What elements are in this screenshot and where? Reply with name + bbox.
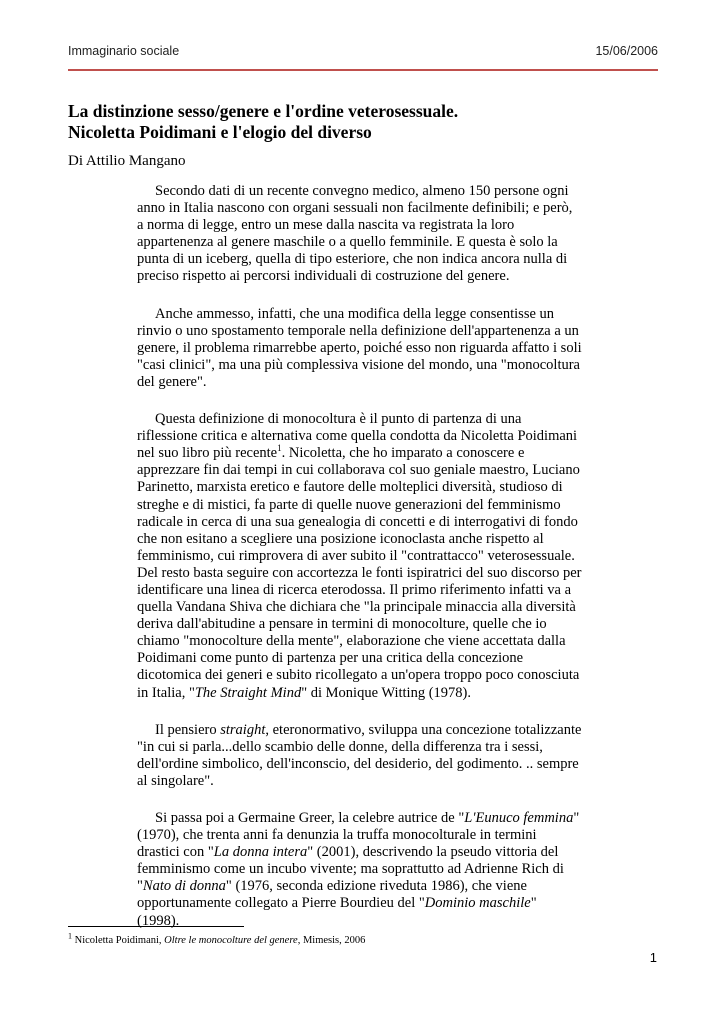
text-segment: drastici con " [137,844,214,861]
title-line: Nicoletta Poidimani e l'elogio del diverso [68,122,372,142]
text-line: femminismo come un incubo vivente; ma soprattutto ad Adrienne Rich di [137,861,564,878]
text-line: identificare una linea di ricerca eterodossa. Il primo riferimento infatti va a [137,581,572,598]
text-line: femminismo, cui rimprovera di aver subito il "contrattacco" veterosessuale. [137,547,575,564]
header-date: 15/06/2006 [595,44,658,58]
paragraph-3 [137,411,589,702]
text-line [137,878,589,895]
text-line: genere, il problema rimarrebbe aperto, poiché esso non riguarda affatto i soli [137,339,582,356]
text-segment: " (2001), descrivendo la pseudo vittoria del [307,844,559,861]
book-title: Oltre le monocolture del genere [164,935,298,946]
text-line: "casi clinici", ma una più complessiva visione del mondo, una "monocoltura [137,356,580,373]
article-body [137,183,589,950]
text-segment: " [573,810,580,826]
header-rule [68,69,658,71]
paragraph-5 [137,810,589,930]
page-header [68,44,658,66]
text-line [137,722,589,739]
paragraph-1 [137,183,589,286]
text-segment: Nicoletta Poidimani, [72,935,165,946]
text-line: dicotomica dei generi e subito ricollegato a un'opera troppo poco conosciuta [137,667,580,684]
text-segment: , eteronormativo, sviluppa una concezione totalizzante [265,721,582,738]
text-line: Secondo dati di un recente convegno medico, almeno 150 persone ogni [155,183,569,199]
text-line: radicale in cerca di una sua genealogia di concetti e di interrogativi di fondo [137,513,578,530]
footnote-number: 1 [68,931,72,941]
paragraph-4 [137,722,589,790]
book-title: La donna intera [213,844,308,861]
title-line: La distinzione sesso/genere e l'ordine veterosessuale. [68,101,459,121]
text-segment: opportunamente collegato a Pierre Bourdieu del " [137,895,425,912]
text-line: del genere". [137,373,207,390]
text-line: Poidimani come punto di partenza per una critica della concezione [137,650,524,667]
text-segment: nel suo libro più recente [137,445,278,462]
text-line: (1970), che trenta anni fa denunzia la truffa monocolturale in termini [137,827,537,844]
text-segment: " [530,895,537,912]
text-line [137,685,589,702]
text-segment: Si passa poi a Germaine Greer, la celebre autrice de " [155,810,465,826]
text-line: streghe e di mistici, fa parte di quelle nuove generazioni del femminismo [137,496,561,513]
book-title: The Straight Mind [194,684,302,701]
text-segment: Il pensiero [155,721,221,738]
text-line [137,810,589,827]
text-line: a norma di legge, entro un mese dalla nascita va registrata la loro [137,217,515,234]
book-title: L'Eunuco femmina [464,810,574,826]
text-line [137,895,589,912]
text-line: punta di un iceberg, quella di tipo esteriore, che non indica ancora nulla di [137,251,568,268]
text-line: Questa definizione di monocoltura è il punto di partenza di una [155,411,522,428]
text-segment: " [137,878,143,895]
footnote-reference[interactable]: 1 [277,443,282,454]
text-segment: in Italia, " [137,684,195,701]
page-number: 1 [649,950,657,965]
text-line: quella Vandana Shiva che dichiara che "la principale minaccia alla diversità [137,599,576,616]
text-line: al singolare". [137,772,214,789]
text-line: Parinetto, marxista eretico e fautore delle molteplici diversità, studioso di [137,479,563,496]
text-line: (1998). [137,912,180,929]
footnote-separator [68,926,244,927]
text-line [137,844,589,861]
text-line: chiamo "monocolture della mente", elaborazione che viene accettata dalla [137,633,566,650]
text-line: apprezzare fin dai tempi in cui collaborava col suo geniale maestro, Luciano [137,462,580,479]
text-line: rinvio o uno spostamento temporale nella definizione dell'appartenenza a un [137,322,579,339]
text-line: anno in Italia nascono con organi sessuali non facilmente definibili; e però, [137,200,573,217]
text-line: "in cui si parla...dello scambio delle donne, della differenza tra i sessi, [137,738,543,755]
text-segment: . Nicoletta, che ho imparato a conoscere e [281,445,525,462]
text-line: appartenenza al genere maschile o a quello femminile. E questa è solo la [137,234,558,251]
paragraph-2 [137,306,589,391]
text-line: Del resto basta seguire con accortezza le fonti ispiratrici del suo discorso per [137,564,582,581]
text-segment: , Mimesis, 2006 [297,935,366,946]
article-title [68,101,658,143]
text-segment: " (1976, seconda edizione riveduta 1986), che viene [225,878,527,895]
header-publication: Immaginario sociale [68,44,180,58]
text-line: preciso rispetto ai percorsi individuali di costruzione del genere. [137,268,510,285]
text-line: deriva dall'abitudine a pensare in termini di monocolture, quelle che io [137,616,547,633]
footnote [68,931,366,947]
book-title: Nato di donna [142,878,226,895]
text-segment: " di Monique Witting (1978). [301,684,471,701]
book-title: Dominio maschile [424,895,531,912]
text-line: dell'ordine simbolico, dell'inconscio, del desiderio, del godimento. .. sempre [137,755,579,772]
text-line: che non esitano a scegliere una posizione iconoclasta anche rispetto al [137,530,544,547]
text-line [137,445,589,462]
emphasis: straight [220,721,266,738]
text-line: riflessione critica e alternativa come quella condotta da Nicoletta Poidimani [137,428,578,445]
text-line: Anche ammesso, infatti, che una modifica della legge consentisse un [155,305,555,322]
byline: Di Attilio Mangano [68,153,186,169]
